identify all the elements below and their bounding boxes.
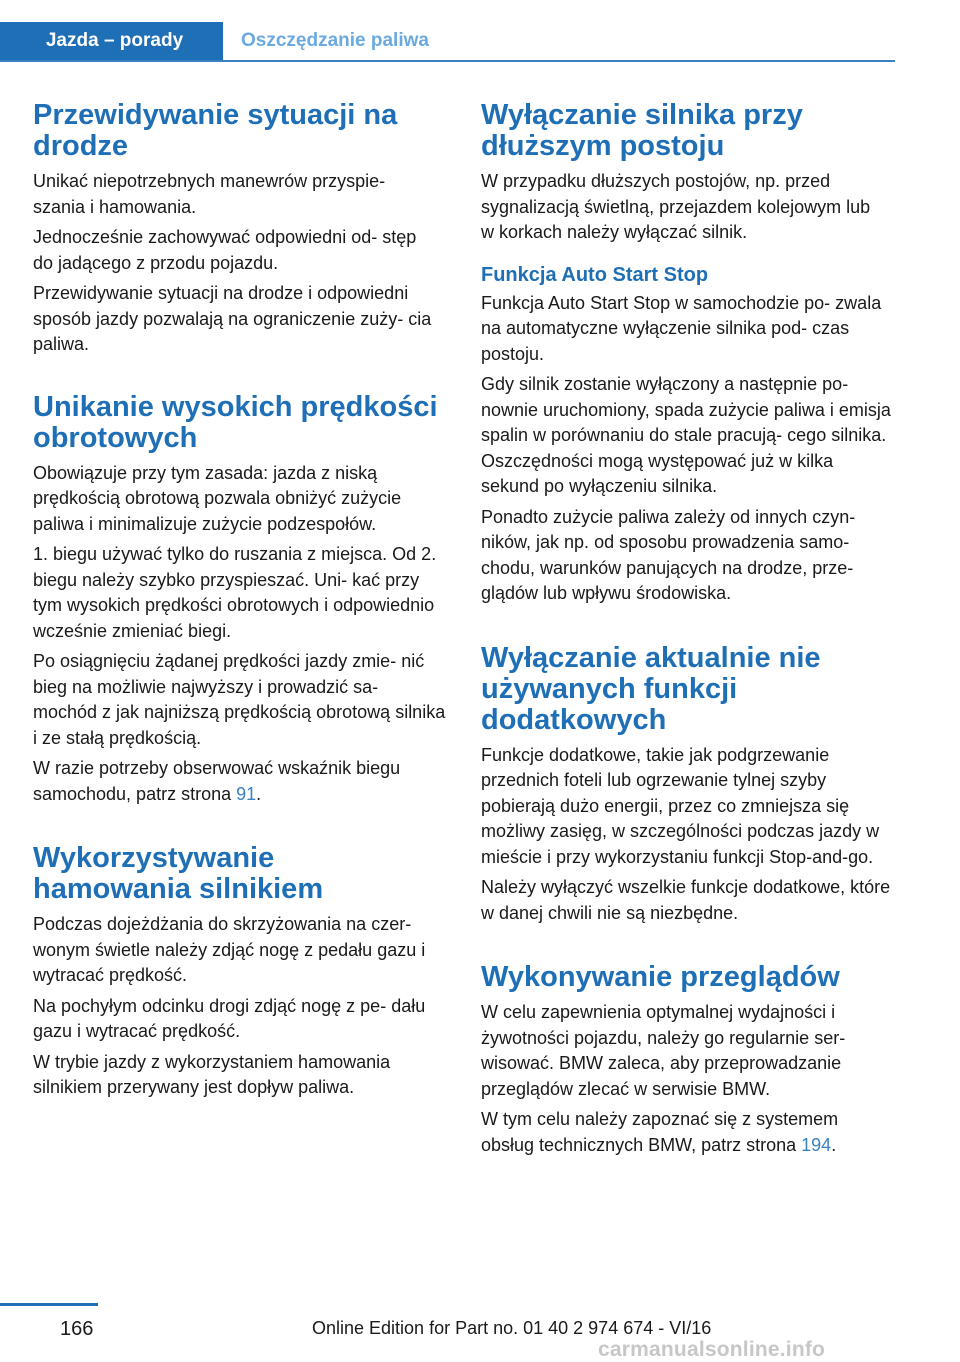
page-header — [0, 22, 895, 62]
edition-line: Online Edition for Part no. 01 40 2 974 674 - VI/16 — [312, 1318, 712, 1338]
paragraph: Funkcja Auto Start Stop w samochodzie po‐ zwala na automatyczne wyłączenie silnika pod‐ czas postoju. — [481, 292, 882, 364]
section-title-avoid-high-rpm: Unikanie wysokich prędkości obrotowych — [33, 390, 438, 454]
section-title-servicing: Wykonywanie przeglądów — [481, 961, 840, 993]
section-title-anticipation: Przewidywanie sytuacji na drodze — [33, 99, 398, 162]
paragraph: Unikać niepotrzebnych manewrów przyspie‐ szania i hamowania. — [33, 171, 386, 217]
paragraph: Na pochyłym odcinku drogi zdjąć nogę z pe‐ dału gazu i wytracać prędkość. — [33, 995, 426, 1041]
paragraph: W celu zapewnienia optymalnej wydajności i żywotności pojazdu, należy go regularnie ser‐ wisować. BMW zaleca, aby przeprowadzanie przeglądów zlecać w serwisie BMW. — [481, 1002, 846, 1099]
page-link-194[interactable]: 194 — [801, 1134, 832, 1155]
left-column — [33, 100, 449, 1101]
paragraph-with-link — [33, 756, 441, 807]
paragraph: Gdy silnik zostanie wyłączony a następnie po‐ nownie uruchomiony, spada zużycie paliwa i emisja spalin w porównaniu do stale pracują‐ cego silnika. Oszczędności mogą występować już w kilka sekund po wyłączeniu silnika. — [481, 374, 891, 496]
chapter-tab[interactable]: Jazda – porady — [0, 22, 223, 60]
right-column — [481, 100, 897, 1158]
subsection-title-auto-start-stop: Funkcja Auto Start Stop — [481, 263, 709, 286]
watermark: carmanualsonline.info — [598, 1338, 826, 1361]
paragraph: Przewidywanie sytuacji na drodze i odpowiedni sposób jazdy pozwalają na ograniczenie zuży‐ cia paliwa. — [33, 283, 432, 354]
paragraph: Obowiązuje przy tym zasada: jazda z niską prędkością obrotową pozwala obniżyć zużycie paliwa i minimalizuje zużycie podzespołów. — [33, 462, 402, 534]
paragraph-with-link — [481, 1107, 887, 1158]
section-title-engine-braking: Wykorzystywanie hamowania silnikiem — [33, 842, 324, 905]
section-tab[interactable]: Oszczędzanie paliwa — [241, 30, 429, 51]
paragraph: Funkcje dodatkowe, takie jak podgrzewanie przednich foteli lub ogrzewanie tylnej szyby pobierają dużo energii, przez co zmniejsza się możliwy zasięg, w szczególności podczas jazdy w mieście i przy wykorzystaniu funkcji Stop-and-go. — [481, 744, 880, 867]
paragraph: W przypadku dłuższych postojów, np. przed sygnalizacją świetlną, przejazdem kolejowym lub w korkach należy wyłączać silnik. — [481, 171, 871, 242]
paragraph: Należy wyłączyć wszelkie funkcje dodatkowe, które w danej chwili nie są niezbędne. — [481, 877, 891, 923]
paragraph-text: W razie potrzeby obserwować wskaźnik biegu samochodu, patrz strona — [33, 758, 401, 804]
paragraph: W trybie jazdy z wykorzystaniem hamowania silnikiem przerywany jest dopływ paliwa. — [33, 1051, 391, 1097]
paragraph: Jednocześnie zachowywać odpowiedni od‐ stęp do jadącego z przodu pojazdu. — [33, 227, 417, 273]
paragraph: Po osiągnięciu żądanej prędkości jazdy zmie‐ nić bieg na możliwie najwyższy i prowadzić sa‐ mochód z jak najniższą prędkością obrotową silnika i ze stałą prędkością. — [33, 651, 446, 748]
section-title-auxiliary-functions: Wyłączanie aktualnie nie używanych funkcji dodatkowych — [481, 641, 821, 736]
paragraph: Ponadto zużycie paliwa zależy od innych czyn‐ ników, jak np. od sposobu prowadzenia samo‐ chodu, warunków panujących na drodze, prze‐ glądów lub wpływu środowiska. — [481, 506, 856, 603]
paragraph-text: W tym celu należy zapoznać się z systemem obsług technicznych BMW, patrz strona — [481, 1109, 839, 1155]
page-number: 166 — [60, 1318, 94, 1340]
paragraph: Podczas dojeżdżania do skrzyżowania na czer‐ wonym świetle należy zdjąć nogę z pedału gazu i wytracać prędkość. — [33, 914, 426, 985]
footer-divider — [0, 1303, 98, 1306]
paragraph: 1. biegu używać tylko do ruszania z miejsca. Od 2. biegu należy szybko przyspieszać. Uni‐ kać przy tym wysokich prędkości obrotowych i odpowiednio wcześnie zmieniać biegi. — [33, 544, 437, 641]
period: . — [831, 1134, 837, 1155]
page-link-91[interactable]: 91 — [236, 783, 257, 804]
section-title-engine-off: Wyłączanie silnika przy dłuższym postoju — [481, 99, 803, 162]
period: . — [256, 783, 262, 804]
header-divider — [0, 60, 895, 62]
